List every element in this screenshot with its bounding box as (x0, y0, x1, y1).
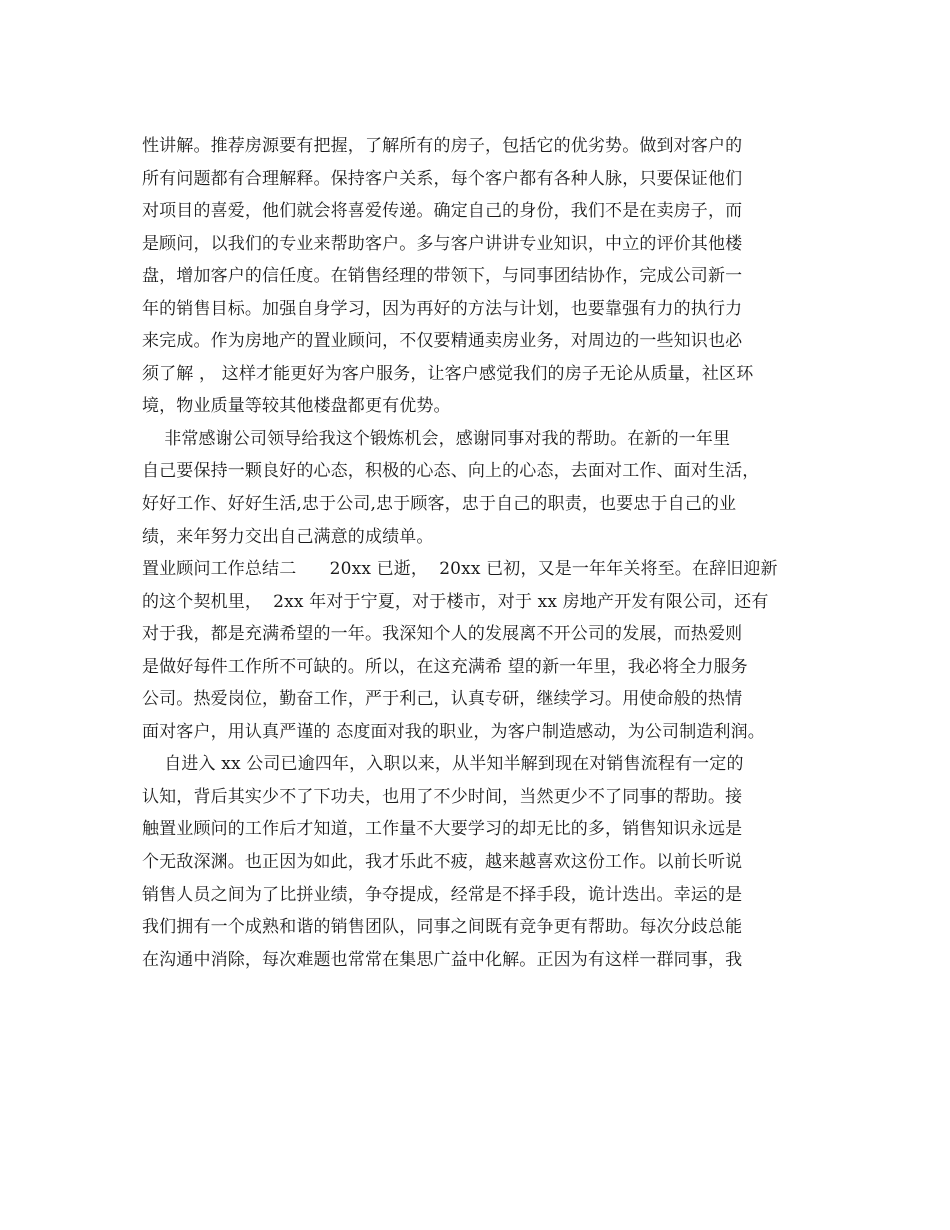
text-line: 对于我，都是充满希望的一年。我深知个人的发展离不开公司的发展，而热爱则 (142, 624, 743, 645)
text-line: 所有问题都有合理解释。保持客户关系，每个客户都有各种人脉，只要保证他们 (142, 168, 743, 189)
text-line: 好好工作、好好生活,忠于公司,忠于顾客，忠于自己的职责，也要忠于自己的业 (142, 494, 737, 515)
text-line: 的这个契机里， 2xx 年对于宁夏，对于楼市，对于 xx 房地产开发有限公司，还有 (142, 591, 769, 612)
text-line: 自进入 xx 公司已逾四年，入职以来，从半知半解到现在对销售流程有一定的 (142, 754, 744, 775)
text-line: 对项目的喜爱，他们就会将喜爱传递。确定自己的身份，我们不是在卖房子，而 (142, 201, 743, 222)
section-heading-line: 置业顾问工作总结二 20xx 已逝， 20xx 已初，又是一年年关将至。在辞旧迎新 (142, 559, 778, 580)
text-line: 公司。热爱岗位，勤奋工作，严于利己，认真专研，继续学习。用使命般的热情 (142, 689, 743, 710)
text-line: 在沟通中消除，每次难题也常常在集思广益中化解。正因为有这样一群同事，我 (142, 949, 743, 970)
text-line: 境，物业质量等较其他楼盘都更有优势。 (142, 396, 451, 417)
text-line: 个无敌深渊。也正因为如此，我才乐此不疲，越来越喜欢这份工作。以前长听说 (142, 852, 743, 873)
text-line: 年的销售目标。加强自身学习，因为再好的方法与计划，也要靠强有力的执行力 (142, 298, 743, 319)
text-line: 是做好每件工作所不可缺的。所以，在这充满希 望的新一年里，我必将全力服务 (142, 656, 748, 677)
text-line: 须了解 ， 这样才能更好为客户服务，让客户感觉我们的房子无论从质量，社区环 (142, 363, 754, 384)
text-line: 盘，增加客户的信任度。在销售经理的带领下，与同事团结协作，完成公司新一 (142, 266, 743, 287)
text-line: 来完成。作为房地产的置业顾问，不仅要精通卖房业务，对周边的一些知识也必 (142, 331, 743, 352)
body-text (142, 130, 822, 976)
text-line: 我们拥有一个成熟和谐的销售团队，同事之间既有竞争更有帮助。每次分歧总能 (142, 917, 743, 938)
text-line: 认知，背后其实少不了下功夫，也用了不少时间，当然更少不了同事的帮助。接 (142, 786, 743, 807)
text-line: 触置业顾问的工作后才知道，工作量不大要学习的却无比的多，销售知识永远是 (142, 819, 743, 840)
text-line: 绩，来年努力交出自己满意的成绩单。 (142, 526, 434, 547)
text-line: 销售人员之间为了比拼业绩，争夺提成，经常是不择手段，诡计迭出。幸运的是 (142, 884, 743, 905)
text-line: 面对客户，用认真严谨的 态度面对我的职业，为客户制造感动，为公司制造利润。 (142, 721, 765, 742)
text-line: 自己要保持一颗良好的心态，积极的心态、向上的心态，去面对工作、面对生活， (142, 461, 760, 482)
text-line: 性讲解。推荐房源要有把握，了解所有的房子，包括它的优劣势。做到对客户的 (142, 136, 743, 156)
text-line: 非常感谢公司领导给我这个锻炼机会，感谢同事对我的帮助。在新的一年里 (142, 428, 731, 449)
text-line: 是顾问，以我们的专业来帮助客户。多与客户讲讲专业知识，中立的评价其他楼 (142, 233, 743, 254)
